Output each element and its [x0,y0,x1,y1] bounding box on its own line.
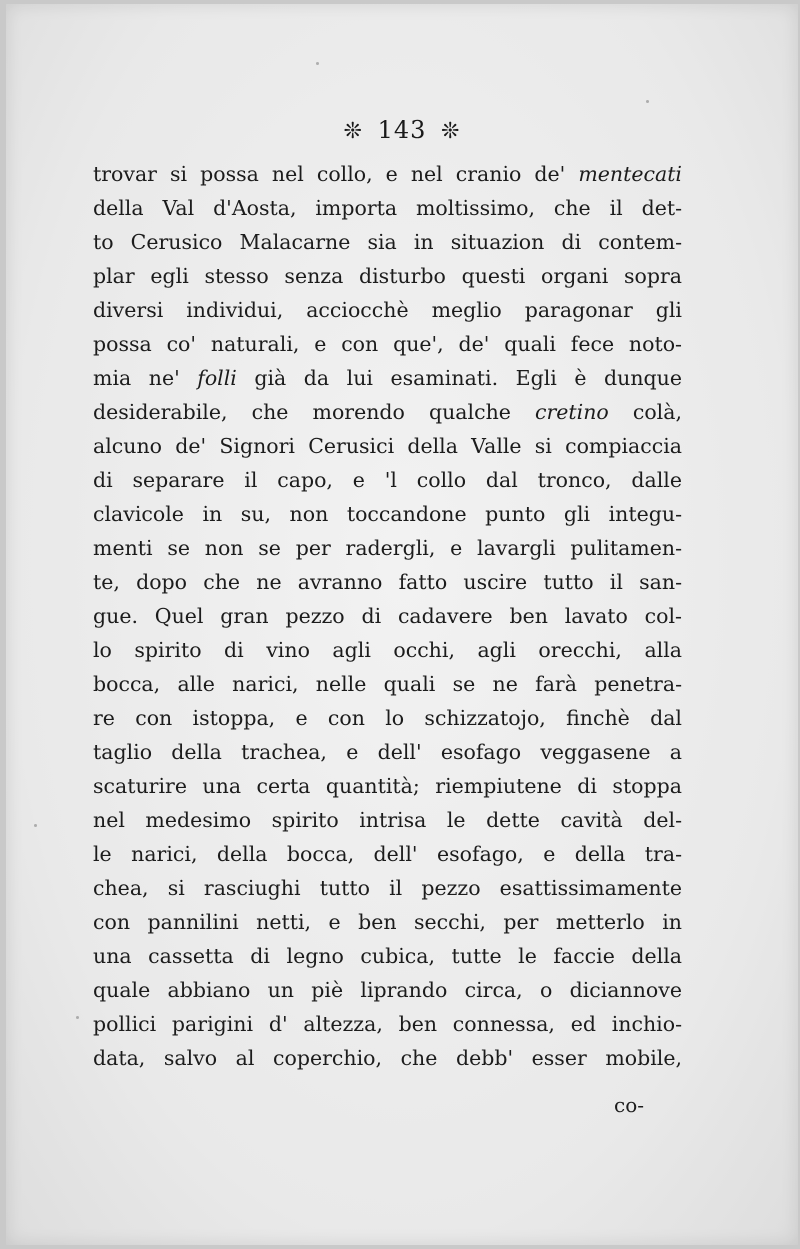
text-segment: data, salvo al coperchio, che debb' esser mobile, [93,1046,682,1070]
italic-term: cretino [535,400,609,424]
text-line [93,803,682,837]
page-header [6,116,798,144]
text-segment: pollici parigini d' altezza, ben connessa, ed inchio- [93,1012,682,1036]
text-segment: plar egli stesso senza disturbo questi organi sopra [93,264,682,288]
catchword: co- [614,1093,644,1117]
text-segment: desiderabile, che morendo qualche [93,400,535,424]
text-line [93,599,682,633]
text-line [93,769,682,803]
text-line [93,191,682,225]
text-line [93,667,682,701]
text-line [93,633,682,667]
text-segment: della Val d'Aosta, importa moltissimo, che il det- [93,196,682,220]
text-segment: colà, [608,400,682,424]
text-line [93,905,682,939]
text-segment: gue. Quel gran pezzo di cadavere ben lavato col- [93,604,682,628]
text-segment: quale abbiano un piè liprando circa, o diciannove [93,978,682,1002]
text-line [93,871,682,905]
text-segment: taglio della trachea, e dell' esofago veggasene a [93,740,682,764]
text-segment: una cassetta di legno cubica, tutte le faccie della [93,944,682,968]
text-line [93,429,682,463]
text-line [93,293,682,327]
page-number: 143 [377,116,427,144]
text-line [93,837,682,871]
ornament-right-icon: ❊ [441,119,461,144]
ornament-left-icon: ❊ [343,119,363,144]
italic-term: folli [197,366,237,390]
text-segment: mia ne' [93,366,198,390]
text-segment: nel medesimo spirito intrisa le dette cavità del- [93,808,682,832]
text-segment: re con istoppa, e con lo schizzatojo, finchè dal [93,706,682,730]
text-segment: menti se non se per radergli, e lavargli pulitamen- [93,536,682,560]
book-page [6,4,798,1245]
text-segment: lo spirito di vino agli occhi, agli orecchi, alla [93,638,682,662]
text-line [93,939,682,973]
text-line [93,225,682,259]
text-line [93,531,682,565]
text-line [93,395,682,429]
text-line [93,463,682,497]
text-line [93,361,682,395]
text-segment: già da lui esaminati. Egli è dunque [236,366,682,390]
text-segment: te, dopo che ne avranno fatto uscire tutto il san- [93,570,682,594]
text-line [93,1007,682,1041]
text-segment: clavicole in su, non toccandone punto gli integu- [93,502,682,526]
text-segment: le narici, della bocca, dell' esofago, e della tra- [93,842,682,866]
body-text [93,157,682,1075]
text-segment: chea, si rasciughi tutto il pezzo esattissimamente [93,876,682,900]
text-segment: con pannilini netti, e ben secchi, per metterlo in [93,910,682,934]
text-line [93,735,682,769]
text-line [93,259,682,293]
text-line [93,973,682,1007]
text-segment: scaturire una certa quantità; riempiutene di stoppa [93,774,682,798]
text-line [93,1041,682,1075]
text-segment: trovar si possa nel collo, e nel cranio de' [93,162,579,186]
text-line [93,327,682,361]
italic-term: mentecati [578,162,682,186]
text-line [93,701,682,735]
text-line [93,157,682,191]
text-segment: alcuno de' Signori Cerusici della Valle si compiaccia [93,434,682,458]
text-line [93,497,682,531]
text-line [93,565,682,599]
text-segment: possa co' naturali, e con que', de' quali fece noto- [93,332,682,356]
text-segment: di separare il capo, e 'l collo dal tronco, dalle [93,468,682,492]
text-segment: diversi individui, acciocchè meglio paragonar gli [93,298,682,322]
text-segment: bocca, alle narici, nelle quali se ne farà penetra- [93,672,682,696]
text-segment: to Cerusico Malacarne sia in situazion di contem- [93,230,682,254]
